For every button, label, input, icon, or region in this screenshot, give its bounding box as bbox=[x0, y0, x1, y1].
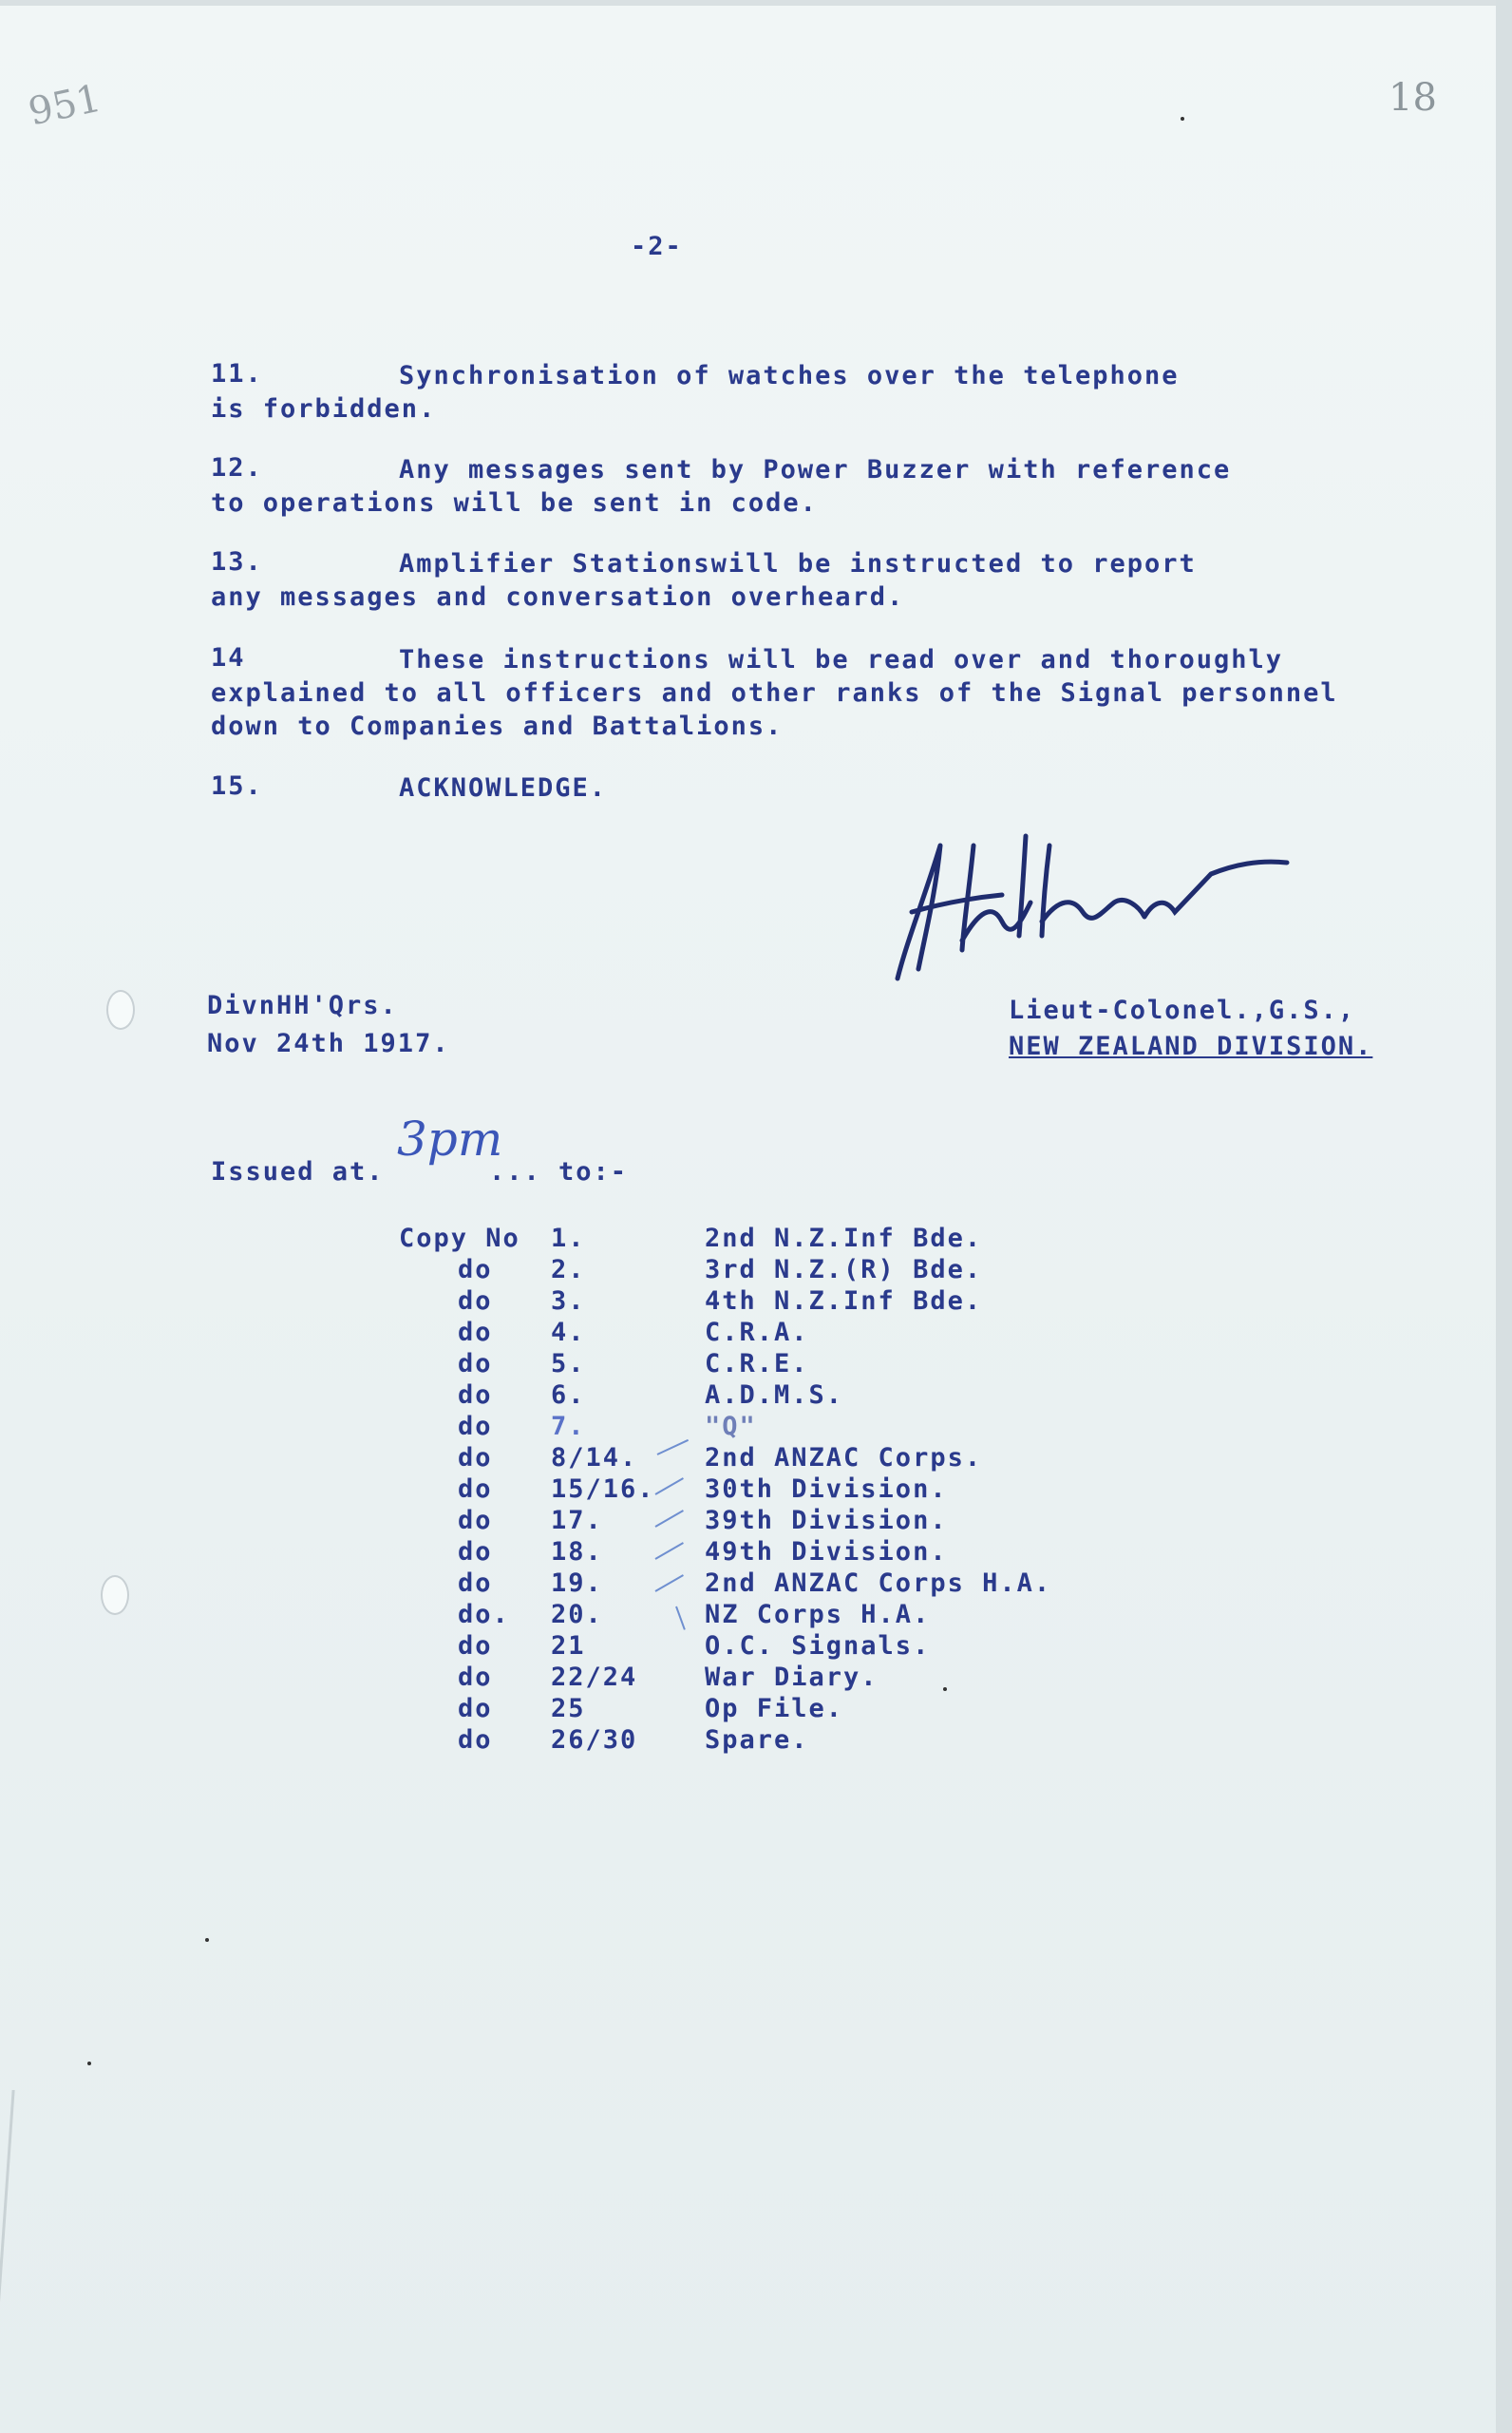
list-item bbox=[399, 1380, 1512, 1412]
paragraph-number: 12. bbox=[211, 453, 263, 483]
copy-number: 26/30 bbox=[551, 1725, 638, 1755]
copy-label: do bbox=[458, 1631, 493, 1661]
paragraph-text: Any messages sent by Power Buzzer with reference to operations will be sent in code. bbox=[211, 455, 1232, 518]
punch-hole bbox=[101, 1575, 129, 1615]
list-item bbox=[399, 1474, 1512, 1506]
copy-number: 2. bbox=[551, 1255, 586, 1284]
copy-number: 19. bbox=[551, 1568, 603, 1598]
copy-label: do bbox=[458, 1474, 493, 1504]
copy-label: do bbox=[458, 1443, 493, 1473]
issued-prefix: Issued at. bbox=[211, 1157, 385, 1187]
copy-destination: "Q" bbox=[705, 1412, 757, 1441]
copy-destination: 30th Division. bbox=[705, 1474, 948, 1504]
list-item bbox=[399, 1443, 1512, 1474]
copy-destination: 49th Division. bbox=[705, 1537, 948, 1567]
issued-time-handwritten: 3pm bbox=[397, 1112, 503, 1167]
copy-number: 5. bbox=[551, 1349, 586, 1378]
pencil-folio-left: 951 bbox=[25, 76, 105, 135]
copy-label: do bbox=[458, 1349, 493, 1378]
copy-number: 3. bbox=[551, 1286, 586, 1316]
ink-speck bbox=[1181, 117, 1184, 121]
copy-number: 25 bbox=[551, 1694, 586, 1723]
list-item bbox=[399, 1412, 1512, 1443]
copy-label: do. bbox=[458, 1600, 510, 1629]
list-item bbox=[399, 1318, 1512, 1349]
page-marker: -2- bbox=[631, 232, 683, 261]
paragraph-text: These instructions will be read over and thoroughly explained to all officers and other ranks of the Signal personnel down to Companies and Battalions. bbox=[211, 645, 1338, 741]
page-right-edge bbox=[1496, 0, 1512, 2433]
list-item bbox=[399, 1255, 1512, 1286]
list-item bbox=[399, 1631, 1512, 1663]
ink-speck bbox=[943, 1687, 947, 1691]
copy-destination: C.R.A. bbox=[705, 1318, 809, 1347]
paragraph-number: 15. bbox=[211, 771, 263, 801]
copy-destination: 4th N.Z.Inf Bde. bbox=[705, 1286, 983, 1316]
list-item bbox=[399, 1349, 1512, 1380]
copy-destination: O.C. Signals. bbox=[705, 1631, 931, 1661]
copy-label: do bbox=[458, 1380, 493, 1410]
pencil-folio-right: 18 bbox=[1389, 76, 1437, 120]
copy-label: do bbox=[458, 1725, 493, 1755]
list-item bbox=[399, 1663, 1512, 1694]
copy-label: do bbox=[458, 1506, 493, 1535]
copy-number: 6. bbox=[551, 1380, 586, 1410]
punch-hole bbox=[106, 990, 135, 1030]
ink-speck bbox=[205, 1938, 209, 1942]
copy-label: do bbox=[458, 1318, 493, 1347]
copy-destination: 2nd N.Z.Inf Bde. bbox=[705, 1224, 983, 1253]
paragraph-number: 11. bbox=[211, 359, 263, 389]
list-item bbox=[399, 1224, 1512, 1255]
list-item bbox=[399, 1725, 1512, 1757]
list-item bbox=[399, 1506, 1512, 1537]
copy-number: 17. bbox=[551, 1506, 603, 1535]
copy-number: 7. bbox=[551, 1412, 586, 1441]
copy-number: 8/14. bbox=[551, 1443, 638, 1473]
copy-label: do bbox=[458, 1537, 493, 1567]
copy-label: Copy No bbox=[399, 1224, 520, 1253]
issued-suffix: ... to:- bbox=[489, 1157, 629, 1187]
list-item bbox=[399, 1600, 1512, 1631]
copy-destination: C.R.E. bbox=[705, 1349, 809, 1378]
signatory-rank: Lieut-Colonel.,G.S., bbox=[1009, 996, 1356, 1025]
copy-number: 4. bbox=[551, 1318, 586, 1347]
copy-label: do bbox=[458, 1663, 493, 1692]
copy-destination: A.D.M.S. bbox=[705, 1380, 844, 1410]
list-item bbox=[399, 1568, 1512, 1600]
copy-destination: Op File. bbox=[705, 1694, 844, 1723]
office-line: DivnHH'Qrs. bbox=[207, 991, 398, 1020]
paragraph-number: 14 bbox=[211, 643, 246, 673]
ink-speck bbox=[87, 2062, 91, 2065]
copy-number: 21 bbox=[551, 1631, 586, 1661]
signature bbox=[869, 808, 1306, 998]
copy-destination: NZ Corps H.A. bbox=[705, 1600, 931, 1629]
document-date: Nov 24th 1917. bbox=[207, 1029, 450, 1058]
list-item bbox=[399, 1537, 1512, 1568]
copy-label: do bbox=[458, 1568, 493, 1598]
copy-destination: Spare. bbox=[705, 1725, 809, 1755]
copy-destination: 39th Division. bbox=[705, 1506, 948, 1535]
paragraph-text: Amplifier Stationswill be instructed to report any messages and conversation overheard. bbox=[211, 549, 1197, 612]
paragraph-number: 13. bbox=[211, 547, 263, 577]
copy-label: do bbox=[458, 1412, 493, 1441]
copy-destination: 2nd ANZAC Corps H.A. bbox=[705, 1568, 1052, 1598]
copy-number: 22/24 bbox=[551, 1663, 638, 1692]
list-item bbox=[399, 1286, 1512, 1318]
copy-destination: 3rd N.Z.(R) Bde. bbox=[705, 1255, 983, 1284]
copy-number: 20. bbox=[551, 1600, 603, 1629]
copy-number: 1. bbox=[551, 1224, 586, 1253]
copy-destination: 2nd ANZAC Corps. bbox=[705, 1443, 983, 1473]
page-top-edge bbox=[0, 0, 1512, 6]
copy-number: 15/16. bbox=[551, 1474, 655, 1504]
copy-number: 18. bbox=[551, 1537, 603, 1567]
signatory-division: NEW ZEALAND DIVISION. bbox=[1009, 1032, 1373, 1061]
copy-label: do bbox=[458, 1255, 493, 1284]
paragraph-text: ACKNOWLEDGE. bbox=[399, 773, 608, 803]
list-item bbox=[399, 1694, 1512, 1725]
copy-destination: War Diary. bbox=[705, 1663, 879, 1692]
paragraph-text: Synchronisation of watches over the telephone is forbidden. bbox=[211, 361, 1180, 424]
copy-label: do bbox=[458, 1694, 493, 1723]
copy-label: do bbox=[458, 1286, 493, 1316]
